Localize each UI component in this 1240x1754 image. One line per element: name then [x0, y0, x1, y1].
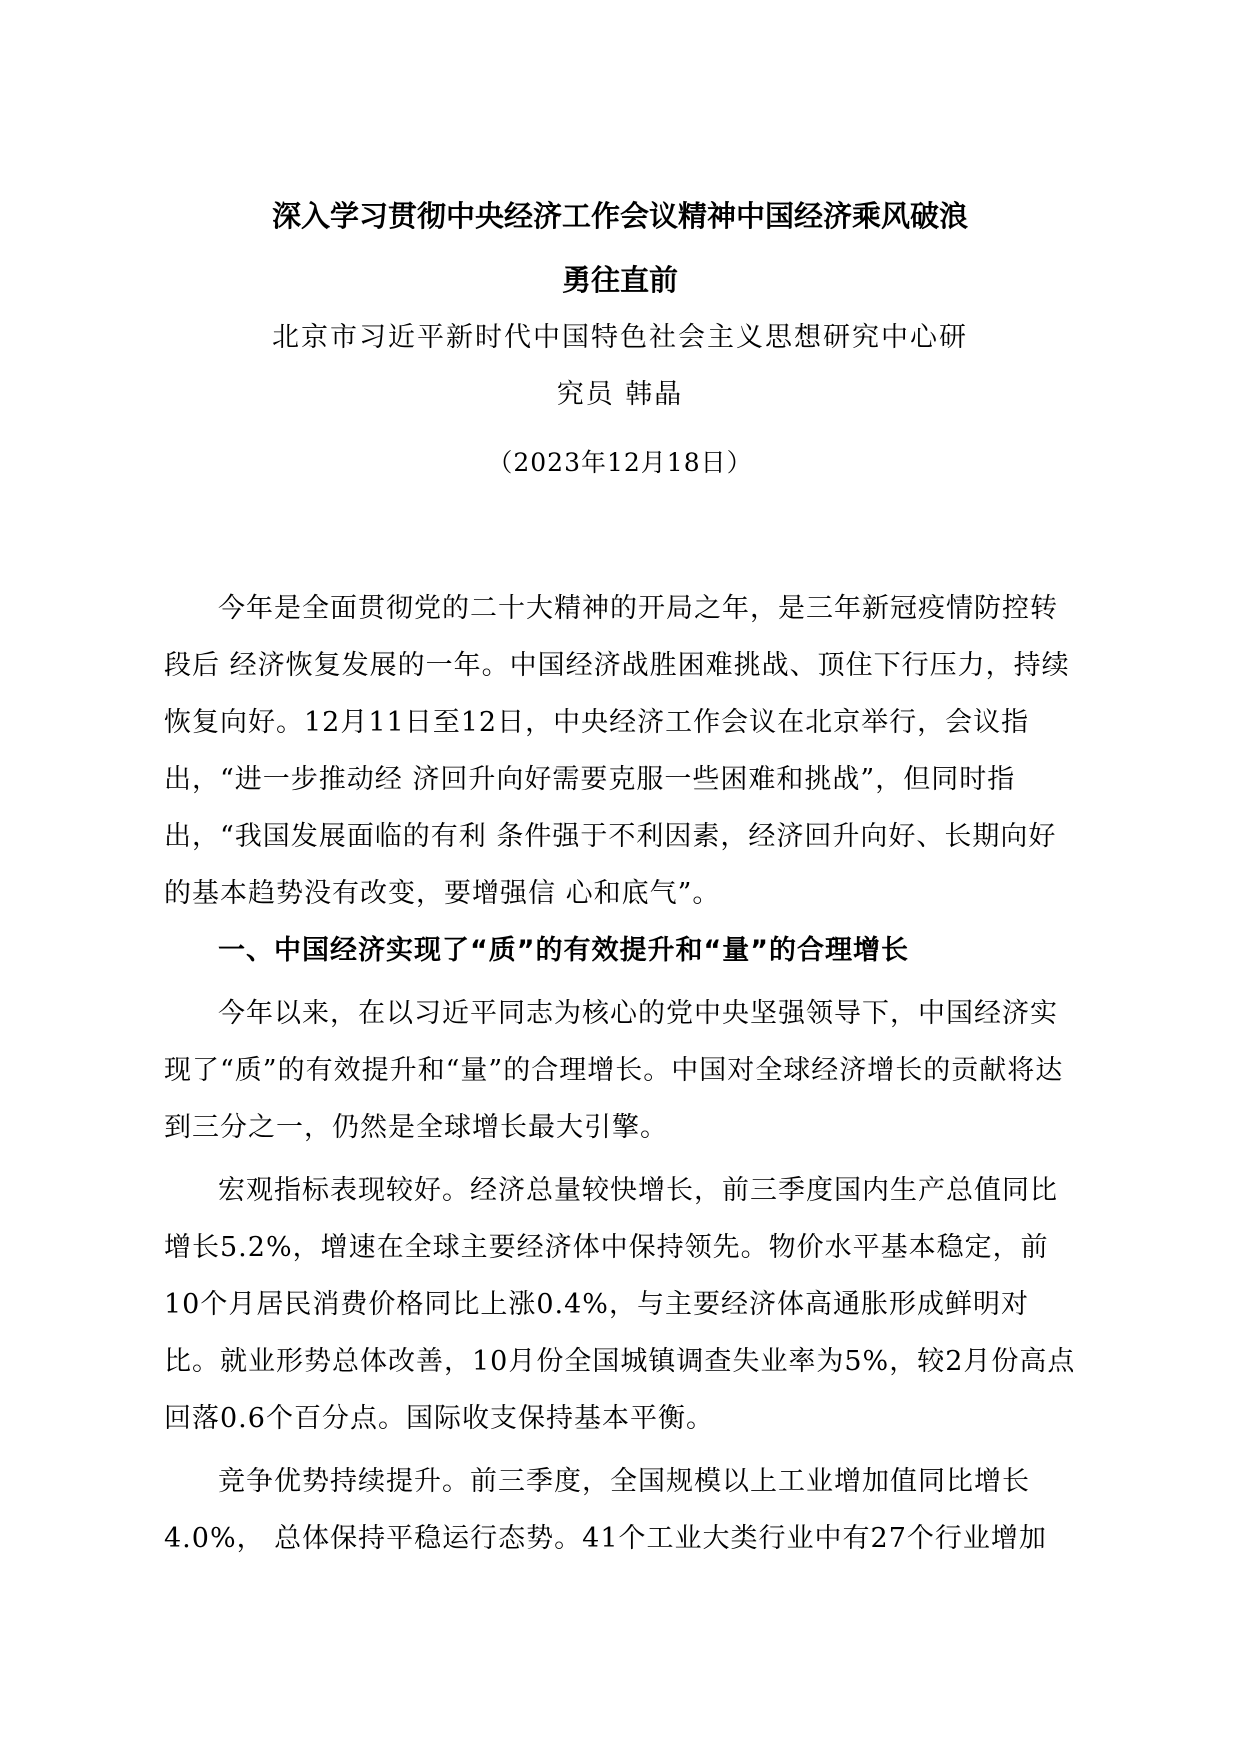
document-date: （2023年12月18日） — [487, 448, 753, 477]
document-title-line-2: 勇往直前 — [561, 263, 678, 297]
paragraph-intro: 今年是全面贯彻党的二十大精神的开局之年，是三年新冠疫情防控转段后 经济恢复发展的一年。中国经济战胜困难挑战、顶住下行压力，持续恢复向好。12月11日至12日，中央经济工作会议在北京举行，会议指出，“进一步推动经 济回升向好需要克服一些困难和挑战”，但同时指出，“我国发展面临的有利 条件强于不利因素，经济回升向好、长期向好的基本趋势没有改变，要增强信 心和底气”。 — [164, 593, 1070, 909]
author-line-1: 北京市习近平新时代中国特色社会主义思想研究中心研 — [272, 322, 968, 353]
author-line-2: 究员 韩晶 — [556, 379, 684, 410]
document-title-line-1: 深入学习贯彻中央经济工作会议精神中国经济乘风破浪 — [271, 199, 968, 233]
paragraph-3: 竞争优势持续提升。前三季度，全国规模以上工业增加值同比增长4.0%， 总体保持平稳运行态势。41个工业大类行业中有27个行业增加 — [164, 1466, 1047, 1554]
section-heading-1: 一、中国经济实现了“质”的有效提升和“量”的合理增长 — [218, 935, 909, 966]
paragraph-1: 今年以来，在以习近平同志为核心的党中央坚强领导下，中国经济实现了“质”的有效提升和“量”的合理增长。中国对全球经济增长的贡献将达到三分之一，仍然是全球增长最大引擎。 — [164, 998, 1064, 1143]
document-body — [164, 580, 1084, 1567]
paragraph-2: 宏观指标表现较好。经济总量较快增长，前三季度国内生产总值同比增长5.2%，增速在全球主要经济体中保持领先。物价水平基本稳定，前10个月居民消费价格同比上涨0.4%，与主要经济体高通胀形成鲜明对比。就业形势总体改善，10月份全国城镇调查失业率为5%，较2月份高点回落0.6个百分点。国际收支保持基本平衡。 — [164, 1175, 1076, 1434]
